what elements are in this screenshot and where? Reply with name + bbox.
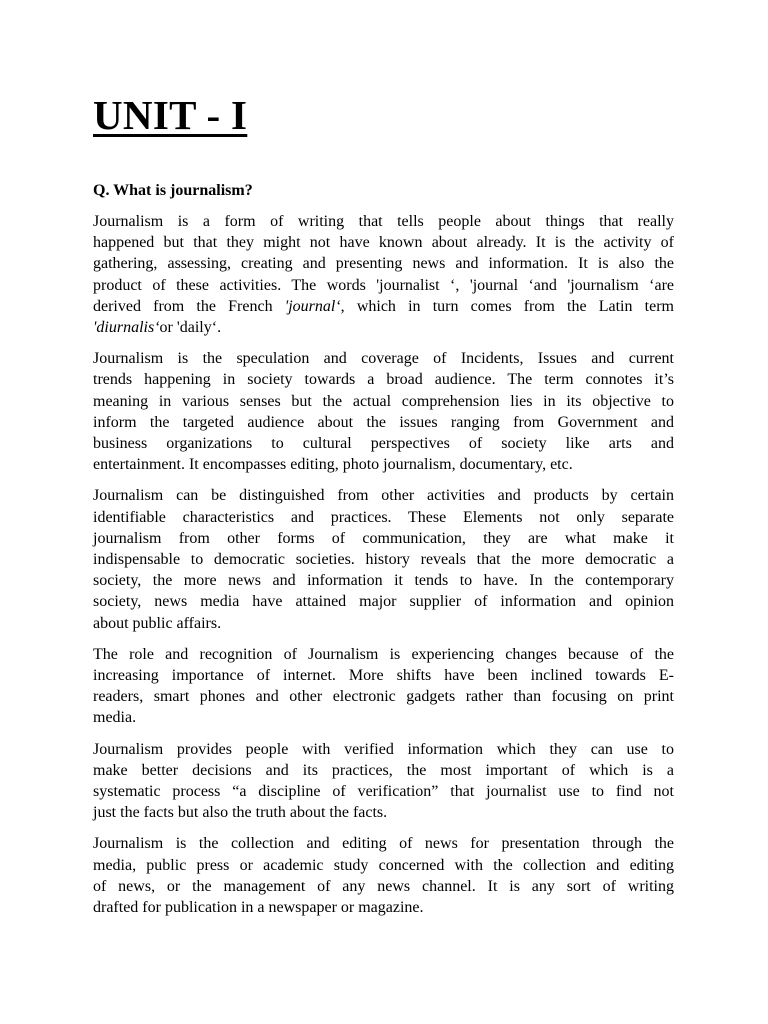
paragraph-2-line-5: business organizations to cultural perspectives of society like arts and <box>93 435 674 453</box>
paragraph-4-line-4: media. <box>93 709 137 727</box>
paragraph-6-line-2: media, public press or academic study concerned with the collection and editing <box>93 856 674 874</box>
paragraph-1-line-3: gathering, assessing, creating and presenting news and information. It is also the <box>93 255 674 273</box>
paragraph-5 <box>93 739 674 824</box>
paragraph-5-line-1: Journalism provides people with verified information which they can use to <box>93 740 674 758</box>
paragraph-4-line-2: increasing importance of internet. More shifts have been inclined towards E- <box>93 667 674 685</box>
paragraph-3-line-3: journalism from other forms of communication, they are what make it <box>93 529 674 547</box>
paragraph-1-line-6 <box>93 317 674 338</box>
paragraph-1-line-4: product of these activities. The words 'journalist ‘, 'journal ‘and 'journalism ‘are <box>93 276 674 294</box>
paragraph-1-line-6-end: or 'daily‘. <box>159 319 222 337</box>
paragraph-3-line-5: society, the more news and information it tends to have. In the contemporary <box>93 572 674 590</box>
term-diurnalis: 'diurnalis‘ <box>93 319 160 337</box>
paragraph-2-line-6: entertainment. It encompasses editing, photo journalism, documentary, etc. <box>93 456 573 474</box>
paragraph-2-line-2: trends happening in society towards a broad audience. The term connotes it’s <box>93 371 674 389</box>
paragraph-6-line-1: Journalism is the collection and editing of news for presentation through the <box>93 835 674 853</box>
paragraph-6 <box>93 833 674 918</box>
paragraph-1-line-5 <box>93 296 674 317</box>
unit-heading: UNIT - I <box>93 92 248 138</box>
paragraph-2 <box>93 348 674 475</box>
paragraph-5-line-2: make better decisions and its practices, the most important of which is a <box>93 761 674 779</box>
paragraph-3-line-7: about public affairs. <box>93 614 222 632</box>
body-text <box>93 211 674 928</box>
paragraph-1-line-5-start: derived from the French <box>93 297 285 315</box>
paragraph-1-line-5-end: , which in turn comes from the Latin term <box>340 297 674 315</box>
paragraph-3-line-4: indispensable to democratic societies. history reveals that the more democratic a <box>93 551 674 569</box>
paragraph-3 <box>93 485 674 633</box>
paragraph-6-line-3: of news, or the management of any news channel. It is any sort of writing <box>93 877 674 895</box>
paragraph-3-line-2: identifiable characteristics and practices. These Elements not only separate <box>93 508 674 526</box>
paragraph-4 <box>93 644 674 729</box>
paragraph-2-line-1: Journalism is the speculation and coverage of Incidents, Issues and current <box>93 350 674 368</box>
question-heading: Q. What is journalism? <box>93 182 253 199</box>
paragraph-5-line-4: just the facts but also the truth about the facts. <box>93 804 388 822</box>
paragraph-2-line-4: inform the targeted audience about the issues ranging from Government and <box>93 413 674 431</box>
paragraph-2-line-3: meaning in various senses but the actual comprehension lies in its objective to <box>93 392 674 410</box>
paragraph-3-line-6: society, news media have attained major supplier of information and opinion <box>93 593 674 611</box>
term-journal: 'journal‘ <box>284 297 341 315</box>
paragraph-1-line-2: happened but that they might not have known about already. It is the activity of <box>93 234 674 252</box>
paragraph-5-line-3: systematic process “a discipline of verification” that journalist use to find not <box>93 783 674 801</box>
paragraph-4-line-3: readers, smart phones and other electronic gadgets rather than focusing on print <box>93 688 674 706</box>
paragraph-1 <box>93 211 674 338</box>
paragraph-3-line-1: Journalism can be distinguished from other activities and products by certain <box>93 487 674 505</box>
paragraph-6-line-4: drafted for publication in a newspaper or magazine. <box>93 899 424 917</box>
paragraph-4-line-1: The role and recognition of Journalism is experiencing changes because of the <box>93 645 674 663</box>
paragraph-1-line-1: Journalism is a form of writing that tells people about things that really <box>93 213 674 230</box>
